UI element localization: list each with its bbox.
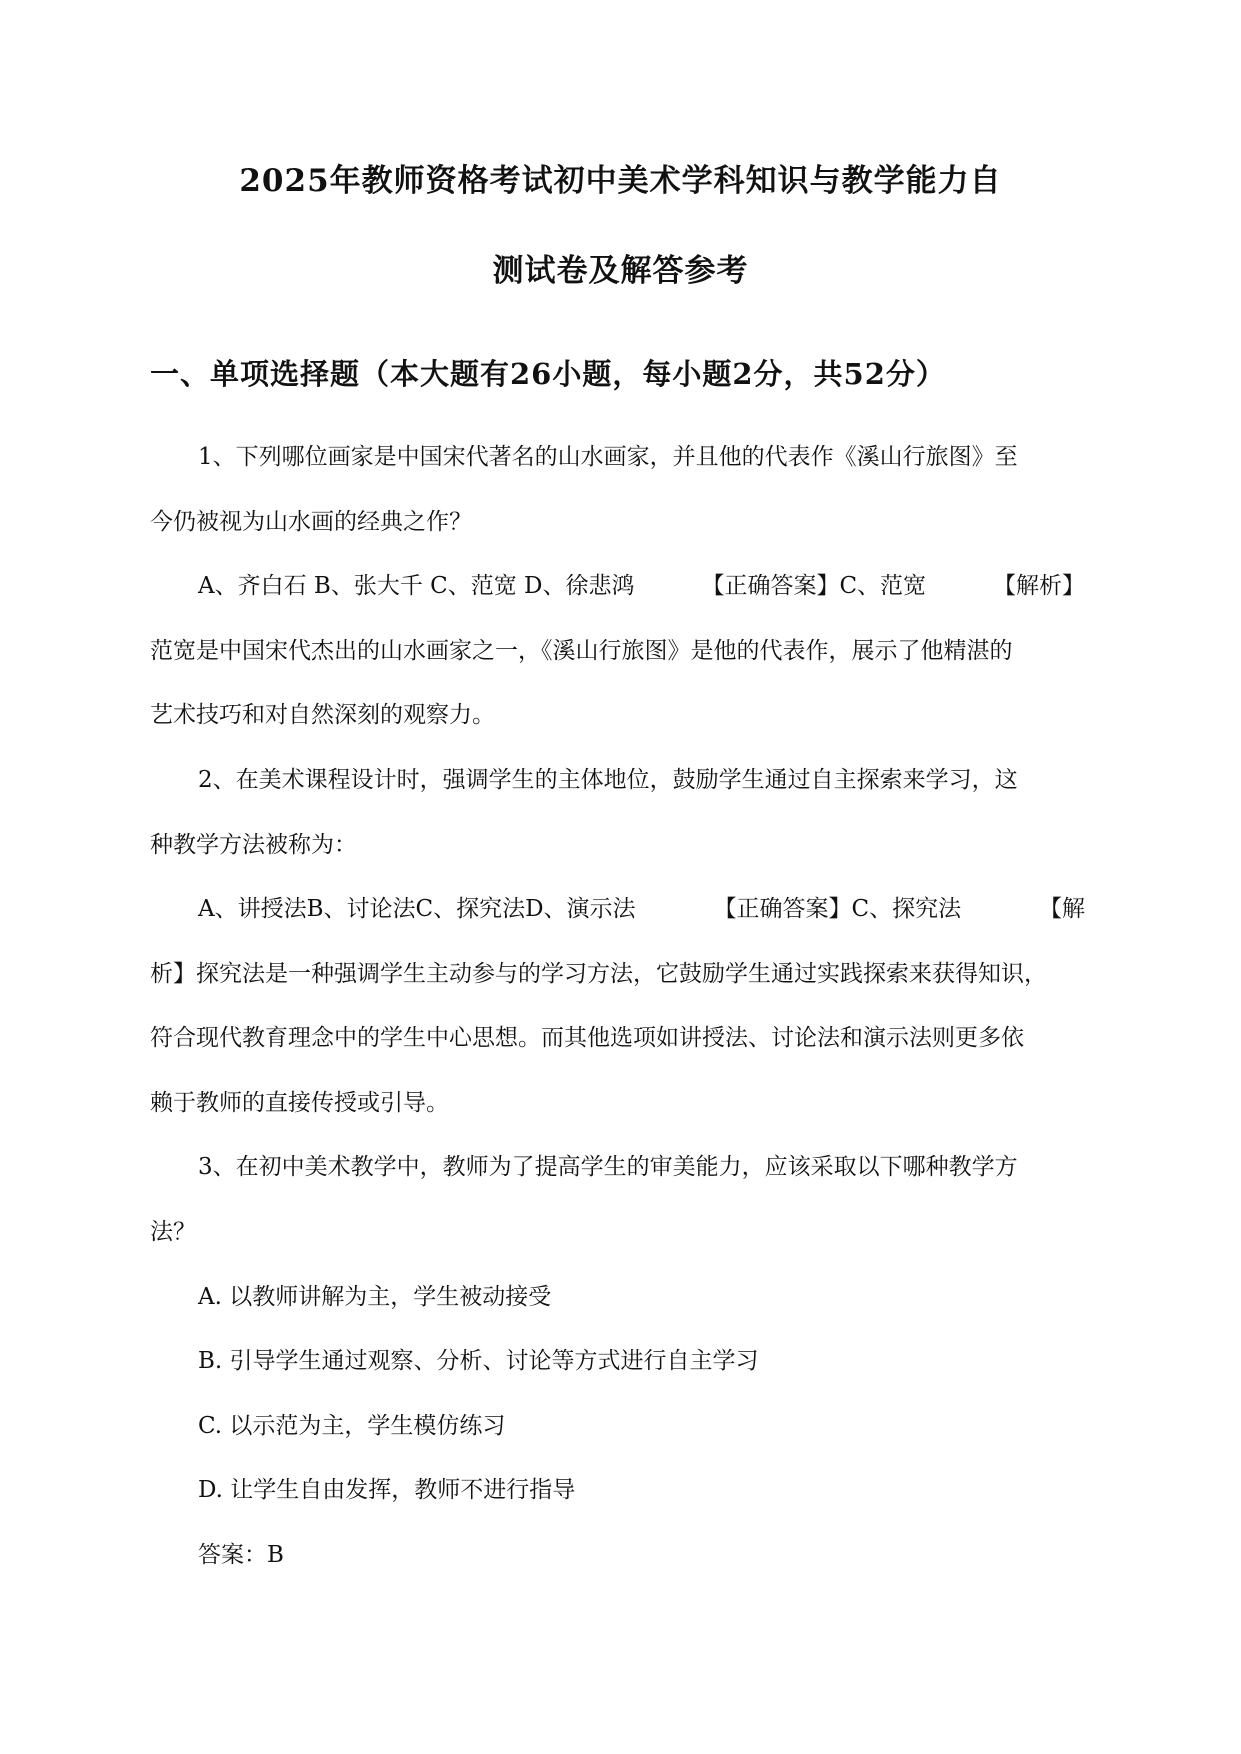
question-1-options-row [198,567,1085,600]
question-2-analysis-line-1: 析】探究法是一种强调学生主动参与的学习方法，它鼓励学生通过实践探索来获得知识， [150,961,1047,987]
question-1-answer: 【正确答案】C、范宽 [701,573,927,599]
question-2-analysis-label: 【解 [1038,896,1085,922]
question-1-stem-line-2: 今仍被视为山水画的经典之作？ [150,509,472,535]
section-heading: 一、单项选择题（本大题有26小题，每小题2分，共52分） [150,357,946,391]
question-1-analysis-line-1: 范宽是中国宋代杰出的山水画家之一，《溪山行旅图》是他的代表作，展示了他精湛的 [150,638,1013,664]
question-1-stem-line-1: 1、下列哪位画家是中国宋代著名的山水画家，并且他的代表作《溪山行旅图》至 [198,444,1018,470]
question-1-analysis-line-2: 艺术技巧和对自然深刻的观察力。 [150,702,495,728]
document-title-line-1: 2025年教师资格考试初中美术学科知识与教学能力自 [239,163,1002,199]
question-3-stem-line-1: 3、在初中美术教学中，教师为了提高学生的审美能力，应该采取以下哪种教学方 [198,1154,1018,1180]
question-3-stem-line-2: 法？ [150,1219,196,1245]
question-1-options: A、齐白石 B、张大千 C、范宽 D、徐悲鸿 [198,573,635,599]
question-3-option-d: D. 让学生自由发挥，教师不进行指导 [198,1477,576,1503]
question-2-analysis-line-2: 符合现代教育理念中的学生中心思想。而其他选项如讲授法、讨论法和演示法则更多依 [150,1025,1024,1051]
document-title-line-2: 测试卷及解答参考 [492,253,749,289]
question-3-option-c: C. 以示范为主，学生模仿练习 [198,1413,506,1439]
question-1-analysis-label: 【解析】 [993,573,1085,599]
question-3-answer: 答案：B [198,1542,284,1568]
question-2-analysis-line-3: 赖于教师的直接传授或引导。 [150,1090,449,1116]
question-2-answer: 【正确答案】C、探究法 [713,896,962,922]
question-3-option-b: B. 引导学生通过观察、分析、讨论等方式进行自主学习 [198,1348,759,1374]
question-2-stem-line-1: 2、在美术课程设计时，强调学生的主体地位，鼓励学生通过自主探索来学习，这 [198,767,1018,793]
question-2-options: A、讲授法B、讨论法C、探究法D、演示法 [198,896,636,922]
question-2-options-row [198,890,1085,923]
question-3-option-a: A. 以教师讲解为主，学生被动接受 [198,1284,552,1310]
question-2-stem-line-2: 种教学方法被称为： [150,832,357,858]
